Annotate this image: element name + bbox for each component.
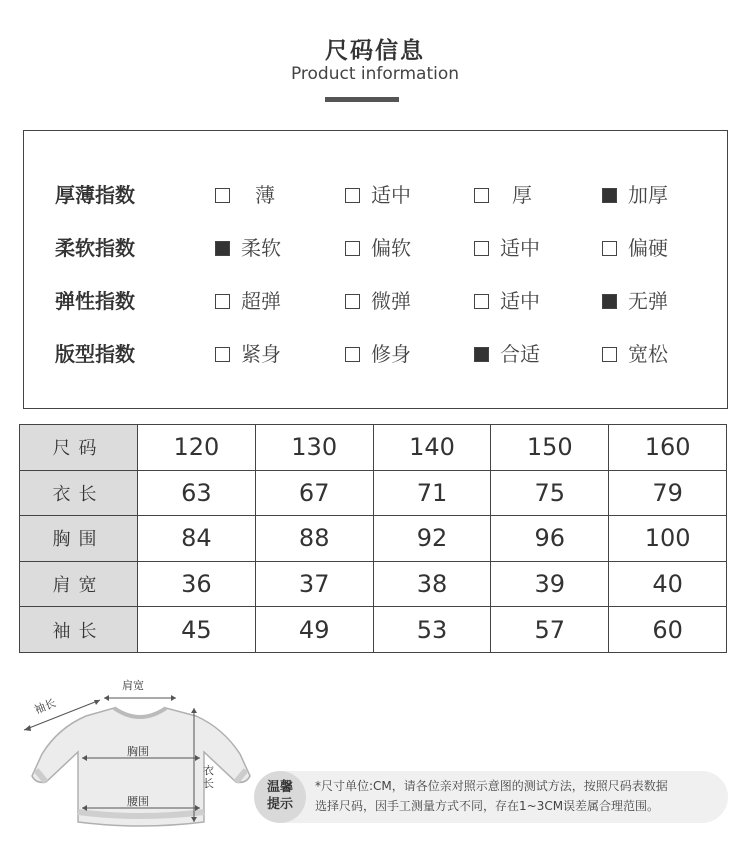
table-row bbox=[20, 516, 727, 562]
table-cell: 84 bbox=[138, 516, 256, 562]
table-cell: 150 bbox=[491, 425, 609, 471]
index-row-softness bbox=[24, 233, 727, 263]
option-label: 柔软 bbox=[241, 236, 281, 260]
table-cell: 79 bbox=[609, 470, 727, 516]
checkbox-icon bbox=[215, 241, 230, 256]
checkbox-icon bbox=[474, 188, 489, 203]
option-label: 修身 bbox=[371, 342, 411, 366]
table-cell: 120 bbox=[138, 425, 256, 471]
option-label: 适中 bbox=[371, 183, 411, 207]
table-row bbox=[20, 607, 727, 653]
length-label: 衣长 bbox=[203, 764, 214, 790]
checkbox-icon bbox=[345, 241, 360, 256]
option-label: 薄 bbox=[255, 183, 275, 207]
table-cell: 60 bbox=[609, 607, 727, 653]
checkbox-icon bbox=[474, 241, 489, 256]
option-label: 加厚 bbox=[628, 183, 668, 207]
table-cell: 45 bbox=[138, 607, 256, 653]
table-cell: 140 bbox=[373, 425, 491, 471]
checkbox-icon bbox=[215, 294, 230, 309]
table-row bbox=[20, 425, 727, 471]
option-label: 厚 bbox=[512, 183, 532, 207]
checkbox-icon bbox=[345, 347, 360, 362]
option-label: 合适 bbox=[500, 342, 540, 366]
checkbox-icon bbox=[474, 347, 489, 362]
option-label: 微弹 bbox=[371, 289, 411, 313]
tip-text-line1: *尺寸单位:CM，请各位亲对照示意图的测试方法，按照尺码表数据 bbox=[315, 779, 668, 793]
table-cell: 71 bbox=[373, 470, 491, 516]
index-row-elasticity bbox=[24, 286, 727, 316]
size-table bbox=[19, 424, 727, 653]
checkbox-icon bbox=[345, 188, 360, 203]
option-label: 适中 bbox=[500, 236, 540, 260]
row-header: 胸围 bbox=[20, 516, 138, 562]
tip-text-line2: 选择尺码，因手工测量方式不同，存在1~3CM误差属合理范围。 bbox=[315, 799, 660, 813]
table-cell: 38 bbox=[373, 561, 491, 607]
shoulder-width-label: 肩宽 bbox=[122, 679, 144, 692]
table-cell: 57 bbox=[491, 607, 609, 653]
table-cell: 92 bbox=[373, 516, 491, 562]
table-cell: 37 bbox=[255, 561, 373, 607]
table-cell: 100 bbox=[609, 516, 727, 562]
page-title: 尺码信息 bbox=[325, 38, 425, 64]
option-label: 超弹 bbox=[241, 289, 281, 313]
index-label: 厚薄指数 bbox=[55, 183, 135, 207]
option-label: 适中 bbox=[500, 289, 540, 313]
checkbox-icon bbox=[602, 188, 617, 203]
checkbox-icon bbox=[215, 188, 230, 203]
checkbox-icon bbox=[345, 294, 360, 309]
table-cell: 40 bbox=[609, 561, 727, 607]
option-label: 无弹 bbox=[628, 289, 668, 313]
table-cell: 88 bbox=[255, 516, 373, 562]
table-cell: 63 bbox=[138, 470, 256, 516]
row-header: 袖长 bbox=[20, 607, 138, 653]
checkbox-icon bbox=[602, 347, 617, 362]
row-header: 衣长 bbox=[20, 470, 138, 516]
row-header: 尺码 bbox=[20, 425, 138, 471]
checkbox-icon bbox=[215, 347, 230, 362]
waist-label: 腰围 bbox=[127, 795, 149, 808]
table-cell: 67 bbox=[255, 470, 373, 516]
index-row-thickness bbox=[24, 180, 727, 210]
table-cell: 130 bbox=[255, 425, 373, 471]
option-label: 偏软 bbox=[371, 236, 411, 260]
option-label: 偏硬 bbox=[628, 236, 668, 260]
option-label: 宽松 bbox=[628, 342, 668, 366]
table-cell: 160 bbox=[609, 425, 727, 471]
title-underline-bar bbox=[325, 97, 399, 102]
table-cell: 49 bbox=[255, 607, 373, 653]
option-label: 紧身 bbox=[241, 342, 281, 366]
page-subtitle: Product information bbox=[290, 64, 460, 84]
index-row-fit bbox=[24, 339, 727, 369]
chest-label: 胸围 bbox=[127, 745, 149, 758]
table-row bbox=[20, 561, 727, 607]
fabric-index-panel bbox=[23, 130, 728, 409]
index-label: 柔软指数 bbox=[55, 236, 135, 260]
index-label: 弹性指数 bbox=[55, 289, 135, 313]
row-header: 肩宽 bbox=[20, 561, 138, 607]
table-cell: 75 bbox=[491, 470, 609, 516]
checkbox-icon bbox=[474, 294, 489, 309]
checkbox-icon bbox=[602, 241, 617, 256]
measurement-diagram bbox=[18, 672, 258, 832]
index-label: 版型指数 bbox=[55, 342, 135, 366]
table-cell: 53 bbox=[373, 607, 491, 653]
table-cell: 39 bbox=[491, 561, 609, 607]
table-row bbox=[20, 470, 727, 516]
sleeve-length-label: 袖长 bbox=[32, 696, 58, 717]
tip-title-line1: 温馨 bbox=[266, 780, 293, 795]
table-cell: 96 bbox=[491, 516, 609, 562]
table-cell: 36 bbox=[138, 561, 256, 607]
checkbox-icon bbox=[602, 294, 617, 309]
tip-title-line2: 提示 bbox=[266, 797, 293, 812]
tip-badge bbox=[254, 771, 306, 823]
